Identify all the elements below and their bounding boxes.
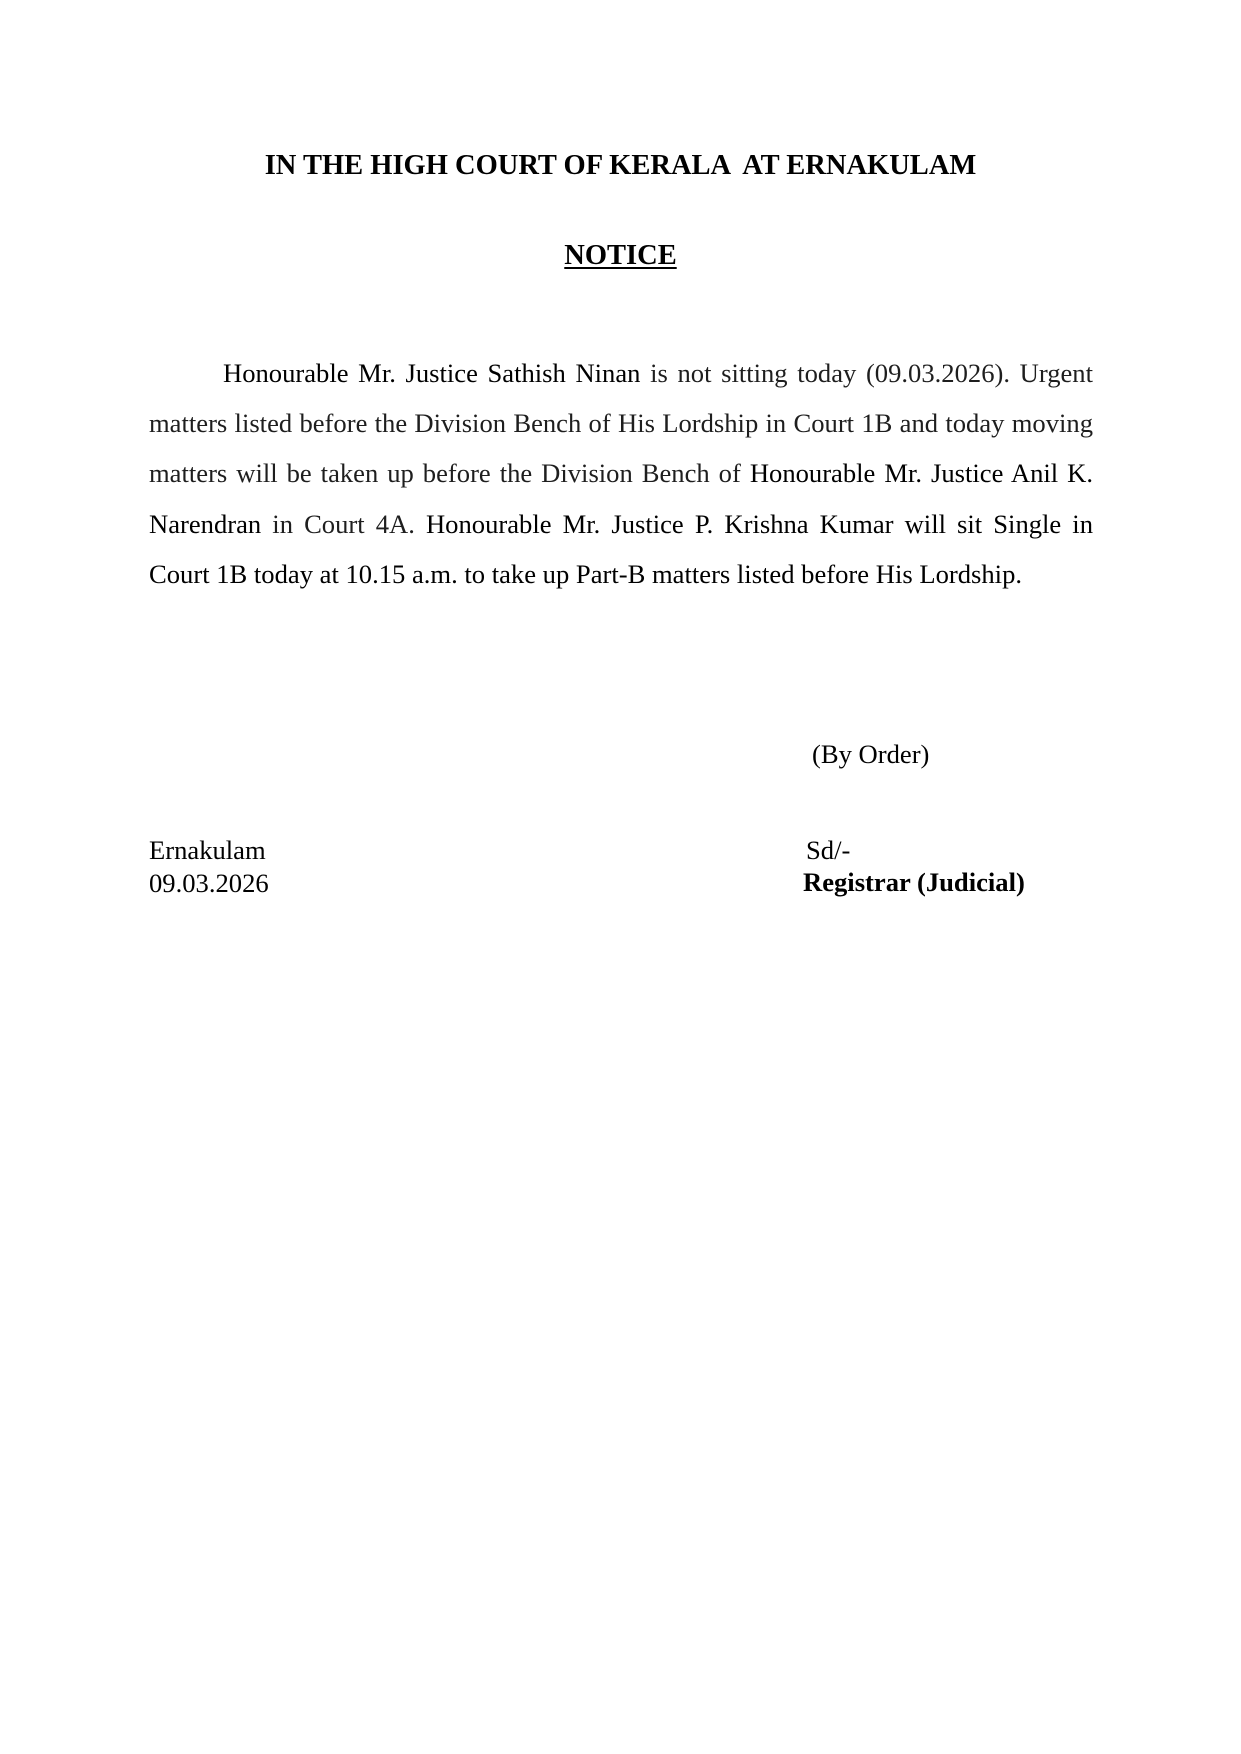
court-title: IN THE HIGH COURT OF KERALA AT ERNAKULAM: [264, 150, 977, 181]
signatory-title: Registrar (Judicial): [803, 867, 1025, 897]
signed-text: Sd/-: [806, 835, 851, 865]
body-segment-court: in Court 4A.: [261, 508, 426, 539]
notice-body: [149, 348, 1093, 599]
place-text: Ernakulam: [149, 835, 266, 865]
notice-heading-text: NOTICE: [564, 240, 677, 271]
by-order-text: (By Order): [812, 739, 930, 769]
body-segment-absent-judge: Honourable Mr. Justice Sathish Ninan: [223, 358, 641, 388]
body-segment-arrangement: is not sitting today (09.03.2026). Urgent matters listed before the Division Bench of His Lordship in Court 1B and today moving matters will be taken up before the Division Bench of: [149, 358, 1093, 489]
date-text: 09.03.2026: [149, 868, 269, 898]
notice-heading: [0, 238, 1241, 274]
body-segment-bench-judge: Honourable Mr. Justice Anil K. Narendran: [149, 458, 1093, 539]
body-segment-single-bench: Honourable Mr. Justice P. Krishna Kumar will sit Single in Court 1B today at 10.15 a.m. to take up Part-B matters listed before His Lordship.: [149, 508, 1093, 589]
